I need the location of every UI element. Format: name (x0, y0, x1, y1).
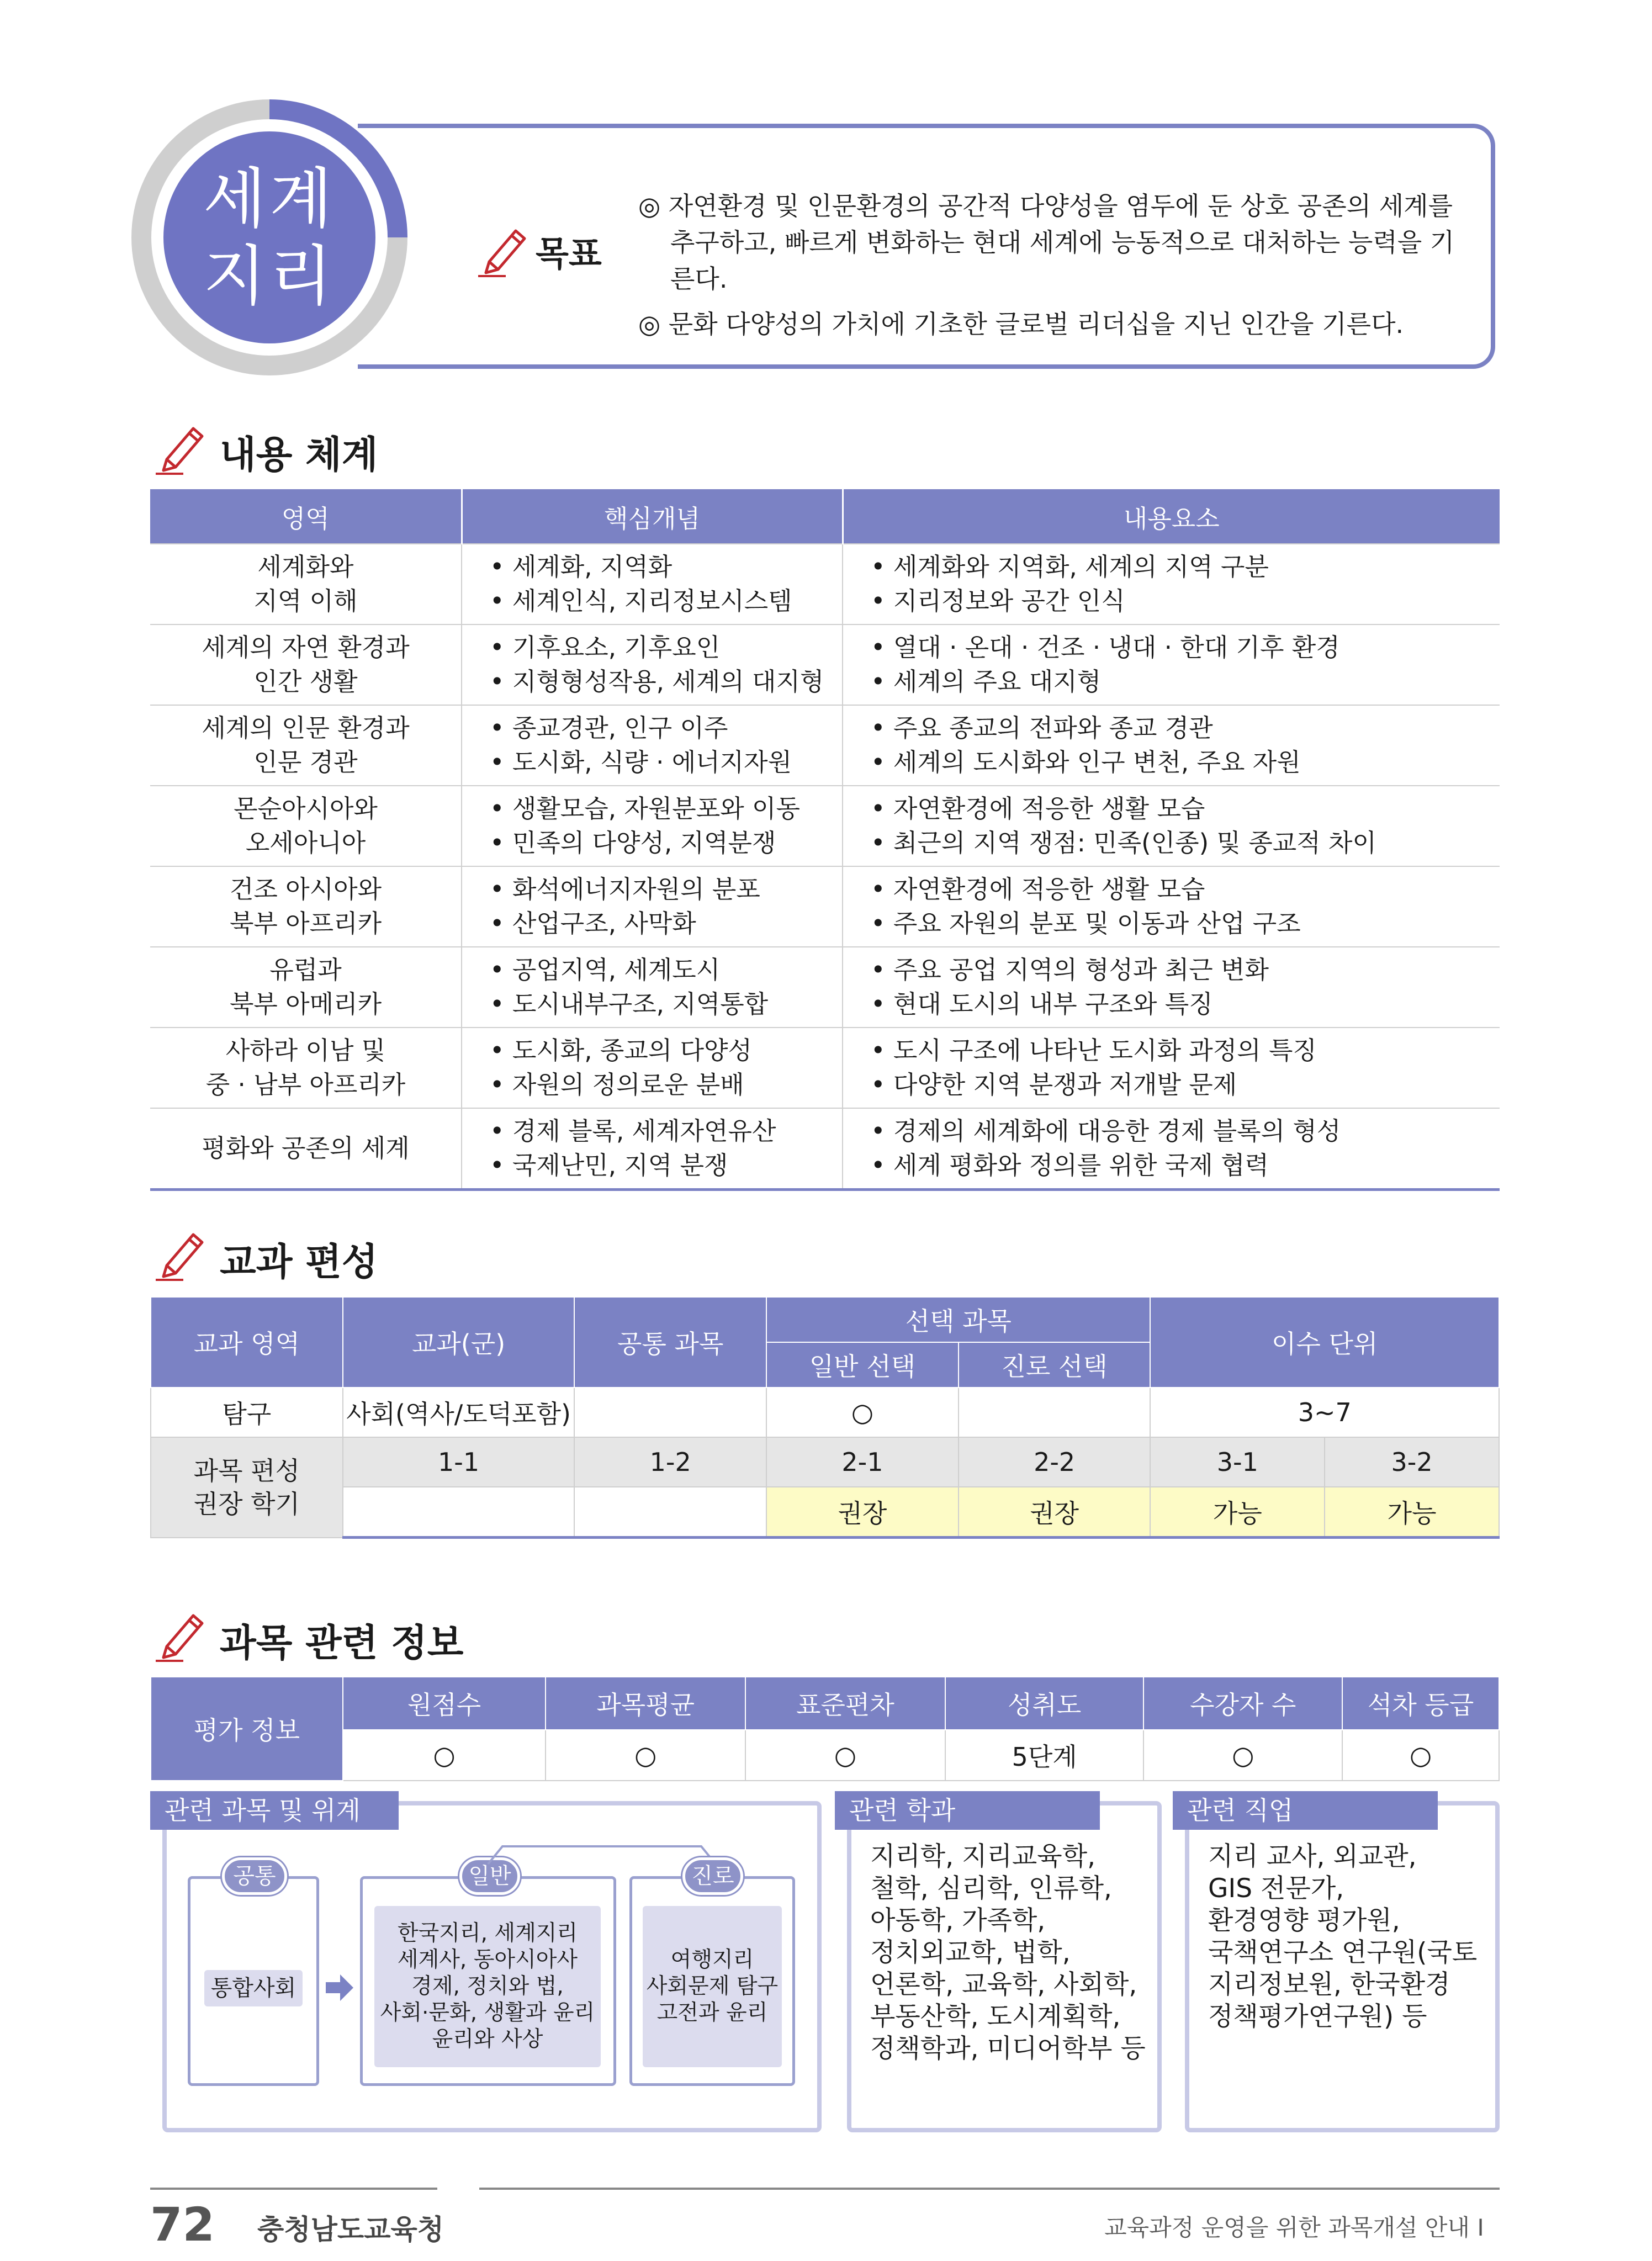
general-pill: 일반 (459, 1857, 520, 1895)
cell-area: 몬순아시아와 오세아니아 (150, 786, 462, 866)
table-row (150, 947, 1500, 1028)
table-row (150, 624, 1500, 705)
cell-area: 사하라 이남 및 중 · 남부 아프리카 (150, 1028, 462, 1108)
cell-elements: • 주요 공업 지역의 형성과 최근 변화 • 현대 도시의 내부 구조와 특징 (843, 947, 1500, 1028)
cell-area: 건조 아시아와 북부 아프리카 (150, 866, 462, 947)
header-subject-area: 교과 영역 (151, 1297, 343, 1388)
section-title-content-system: 내용 체계 (220, 433, 378, 477)
cell-elements: • 경제의 세계화에 대응한 경제 블록의 형성 • 세계 평화와 정의를 위한 국제 협력 (843, 1108, 1500, 1190)
cell-common (574, 1388, 766, 1437)
hierarchy-connector (486, 1844, 718, 1866)
content-system-table (150, 489, 1500, 1191)
cell-area: 평화와 공존의 세계 (150, 1108, 462, 1190)
pencil-icon (473, 219, 533, 279)
footer-rule (479, 2188, 1500, 2190)
document-guide-title: 교육과정 운영을 위한 과목개설 안내 I (1104, 2214, 1484, 2241)
footer-rule (150, 2188, 437, 2190)
value-std-dev: ○ (745, 1730, 945, 1781)
cell-elements: • 열대 · 온대 · 건조 · 냉대 · 한대 기후 환경 • 세계의 주요 대지형 (843, 624, 1500, 705)
cell-concepts: • 생활모습, 자원분포와 이동 • 민족의 다양성, 지역분쟁 (462, 786, 843, 866)
career-pill: 진로 (682, 1857, 743, 1895)
general-subjects-box: 한국지리, 세계지리 세계사, 동아시아사 경제, 정치와 법, 사회·문화, 생활과 윤리 윤리와 사상 (374, 1906, 601, 2067)
cell-concepts: • 경제 블록, 세계자연유산 • 국제난민, 지역 분쟁 (462, 1108, 843, 1190)
related-majors-list: 지리학, 지리교육학, 철학, 심리학, 인류학, 아동학, 가족학, 정치외교학, 법학, 언론학, 교육학, 사회학, 부동산학, 도시계획학, 정책학과, 미디어학부 등 (870, 1841, 1146, 2064)
semester: 1-1 (343, 1437, 575, 1487)
pencil-icon (150, 1603, 211, 1664)
publisher: 충청남도교육청 (257, 2214, 444, 2246)
header-subject-group: 교과(군) (343, 1297, 575, 1388)
goal-item: ◎ 문화 다양성의 가치에 기초한 글로벌 리더십을 지닌 인간을 기른다. (638, 309, 1404, 339)
header-achievement: 성취도 (945, 1677, 1144, 1730)
header-units: 이수 단위 (1150, 1297, 1499, 1388)
curriculum-table (150, 1296, 1500, 1539)
value-rank-grade: ○ (1342, 1730, 1499, 1781)
semester: 3-1 (1150, 1437, 1325, 1487)
career-subjects-box: 여행지리 사회문제 탐구 고전과 윤리 (643, 1906, 782, 2067)
semester: 2-1 (766, 1437, 959, 1487)
cell-career (959, 1388, 1151, 1437)
semester: 1-2 (574, 1437, 766, 1487)
semester: 3-2 (1325, 1437, 1499, 1487)
cell-general: ○ (766, 1388, 959, 1437)
table-row (151, 1730, 1499, 1781)
subject-title-line1: 세계 (203, 161, 336, 237)
subject-title-line2: 지리 (203, 238, 336, 314)
cell-area: 세계화와 지역 이해 (150, 544, 462, 624)
recommend-cell: 가능 (1150, 1487, 1325, 1538)
header-raw-score: 원점수 (343, 1677, 546, 1730)
pencil-icon (150, 416, 211, 477)
cell-elements: • 도시 구조에 나타난 도시화 과정의 특징 • 다양한 지역 분쟁과 저개발 문제 (843, 1028, 1500, 1108)
recommend-cell (574, 1487, 766, 1538)
table-row (150, 1028, 1500, 1108)
table-header-row (150, 489, 1500, 544)
table-row (151, 1388, 1499, 1437)
related-majors-tab: 관련 학과 (835, 1791, 1100, 1830)
cell-elements: • 세계화와 지역화, 세계의 지역 구분 • 지리정보와 공간 인식 (843, 544, 1500, 624)
table-row (150, 786, 1500, 866)
cell-concepts: • 도시화, 종교의 다양성 • 자원의 정의로운 분배 (462, 1028, 843, 1108)
table-row (150, 866, 1500, 947)
table-row (150, 1108, 1500, 1190)
cell-concepts: • 공업지역, 세계도시 • 도시내부구조, 지역통합 (462, 947, 843, 1028)
recommend-cell (343, 1487, 575, 1538)
header-elective: 선택 과목 (766, 1297, 1150, 1342)
evaluation-label: 평가 정보 (151, 1677, 343, 1781)
header-concepts: 핵심개념 (462, 489, 843, 544)
header-common: 공통 과목 (574, 1297, 766, 1388)
semester-label: 과목 편성 권장 학기 (151, 1437, 343, 1538)
page-number: 72 (150, 2198, 215, 2252)
related-jobs-tab: 관련 직업 (1173, 1791, 1438, 1830)
cell-area: 세계의 인문 환경과 인문 경관 (150, 705, 462, 786)
cell-concepts: • 종교경관, 인구 이주 • 도시화, 식량 · 에너지자원 (462, 705, 843, 786)
table-row (150, 705, 1500, 786)
subject-title-badge (163, 131, 375, 343)
goal-list (638, 188, 1478, 351)
header-average: 과목평균 (546, 1677, 745, 1730)
common-pill: 공통 (222, 1857, 287, 1895)
pencil-icon (150, 1222, 211, 1283)
section-title-subject-info: 과목 관련 정보 (220, 1622, 464, 1665)
goal-label: 목표 (536, 234, 602, 274)
related-courses-tab: 관련 과목 및 위계 (150, 1791, 399, 1830)
header-elements: 내용요소 (843, 489, 1500, 544)
arrow-right-icon (324, 1972, 356, 2003)
cell-elements: • 주요 종교의 전파와 종교 경관 • 세계의 도시화와 인구 변천, 주요 자원 (843, 705, 1500, 786)
cell-area: 탐구 (151, 1388, 343, 1437)
header-area: 영역 (150, 489, 462, 544)
cell-area: 유럽과 북부 아메리카 (150, 947, 462, 1028)
cell-subject: 사회(역사/도덕포함) (343, 1388, 575, 1437)
recommend-cell: 권장 (959, 1487, 1151, 1538)
header-career: 진로 선택 (959, 1342, 1151, 1388)
recommend-cell: 권장 (766, 1487, 959, 1538)
common-subject-box: 통합사회 (204, 1970, 303, 2006)
value-students: ○ (1143, 1730, 1342, 1781)
header-std-dev: 표준편차 (745, 1677, 945, 1730)
header-students: 수강자 수 (1143, 1677, 1342, 1730)
related-jobs-list: 지리 교사, 외교관, GIS 전문가, 환경영향 평가원, 국책연구소 연구원(국토 지리정보원, 한국환경 정책평가연구원) 등 (1208, 1841, 1478, 2032)
cell-concepts: • 화석에너지자원의 분포 • 산업구조, 사막화 (462, 866, 843, 947)
header-rank-grade: 석차 등급 (1342, 1677, 1499, 1730)
table-row (150, 544, 1500, 624)
value-average: ○ (546, 1730, 745, 1781)
goal-item: ◎ 자연환경 및 인문환경의 공간적 다양성을 염두에 둔 상호 공존의 세계를 추구하고, 빠르게 변화하는 현대 세계에 능동적으로 대처하는 능력을 기른다. (638, 191, 1455, 294)
value-raw-score: ○ (343, 1730, 546, 1781)
value-achievement: 5단계 (945, 1730, 1144, 1781)
cell-units: 3~7 (1150, 1388, 1499, 1437)
section-title-curriculum: 교과 편성 (220, 1241, 378, 1284)
recommend-cell: 가능 (1325, 1487, 1499, 1538)
cell-concepts: • 기후요소, 기후요인 • 지형형성작용, 세계의 대지형 (462, 624, 843, 705)
cell-area: 세계의 자연 환경과 인간 생활 (150, 624, 462, 705)
cell-concepts: • 세계화, 지역화 • 세계인식, 지리정보시스템 (462, 544, 843, 624)
cell-elements: • 자연환경에 적응한 생활 모습 • 주요 자원의 분포 및 이동과 산업 구조 (843, 866, 1500, 947)
cell-elements: • 자연환경에 적응한 생활 모습 • 최근의 지역 쟁점: 민족(인종) 및 종교적 차이 (843, 786, 1500, 866)
semester: 2-2 (959, 1437, 1151, 1487)
evaluation-info-table (150, 1676, 1500, 1781)
header-general: 일반 선택 (766, 1342, 959, 1388)
